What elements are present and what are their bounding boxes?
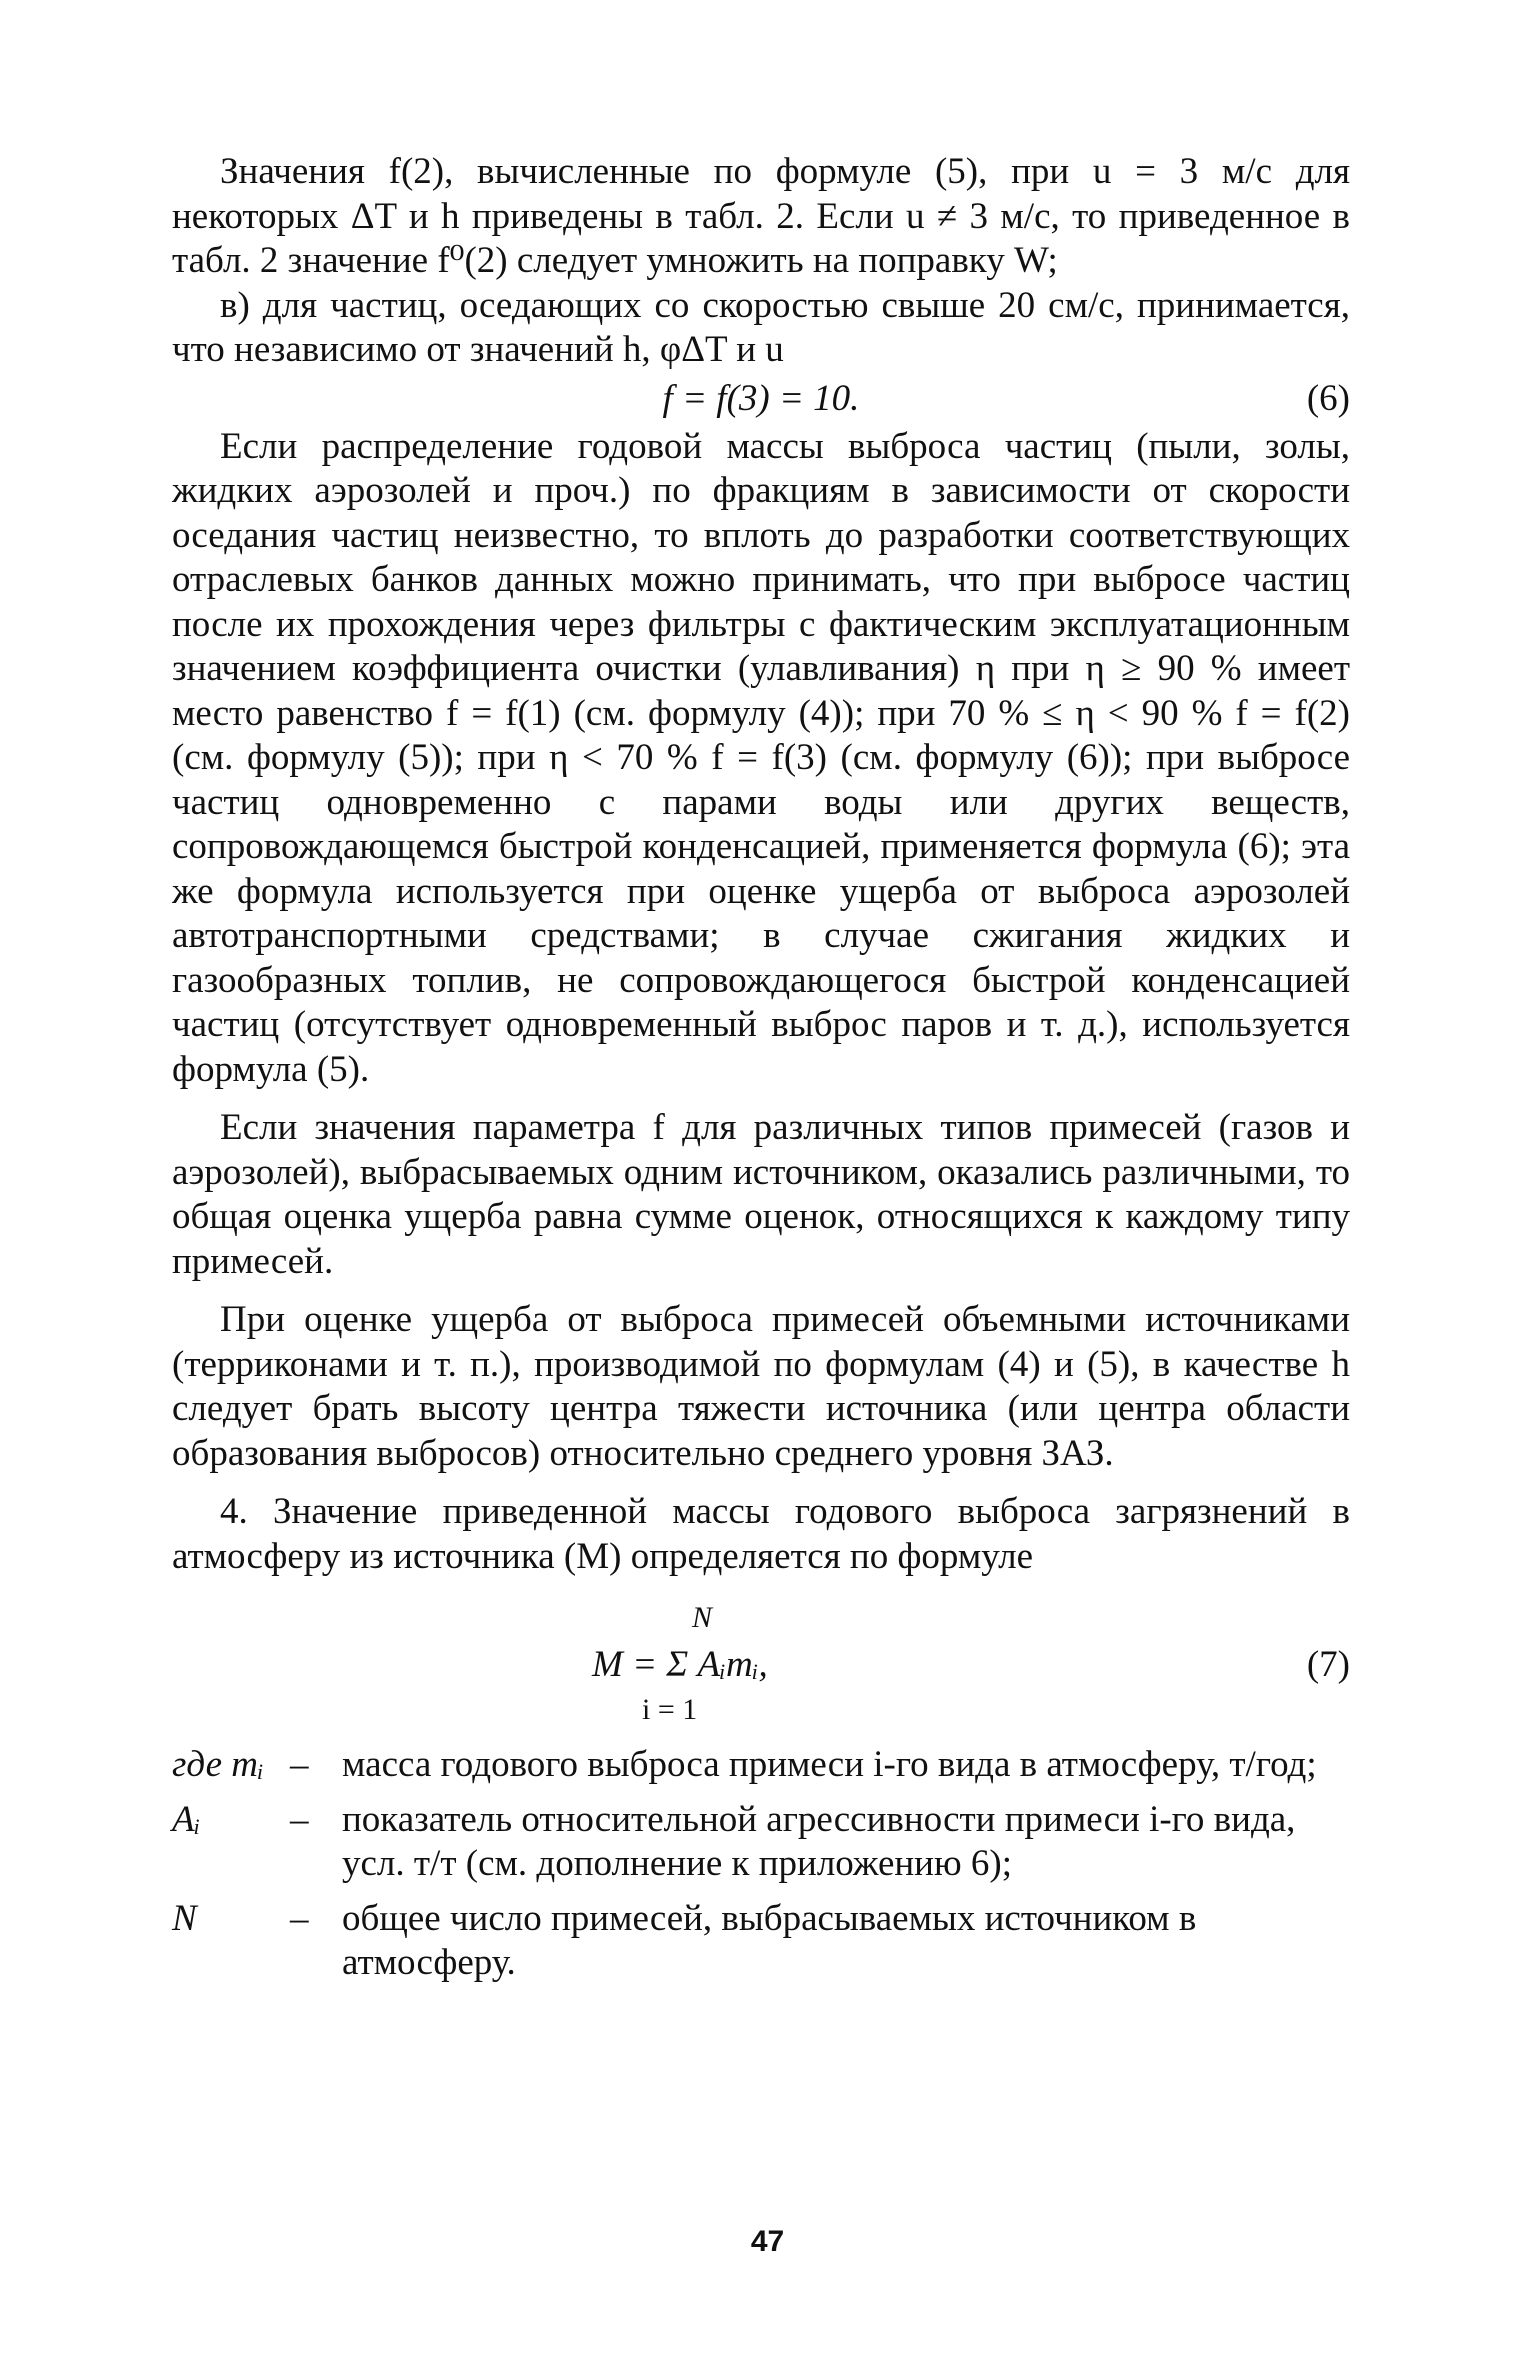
paragraph-volume-sources: При оценке ущерба от выброса примесей объемными источниками (терриконами и т. п.), производимой по формулам (4) и (5), в качестве h следует брать высоту центра тяжести источника (или центра области образования выбросов) относительно среднего уровня ЗАЗ. (172, 1299, 1350, 1474)
text-column (172, 150, 1350, 1996)
definition-text: общее число примесей, выбрасываемых источником в атмосферу. (342, 1897, 1197, 1983)
definition-symbol: Aᵢ (172, 1798, 201, 1840)
paragraph-reduced-mass: 4. Значение приведенной массы годового выброса загрязнений в атмосферу из источника (M) определяется по формуле (172, 1491, 1350, 1577)
page-number: 47 (750, 2225, 785, 2258)
definition-item (172, 1743, 1350, 1788)
definition-dash: – (290, 1798, 309, 1840)
formula-7 (172, 1601, 1350, 1727)
formula-7-number: (7) (1306, 1644, 1350, 1685)
definition-item (172, 1798, 1350, 1887)
definition-symbol: N (172, 1897, 197, 1939)
paragraph-parameter-f: Если значения параметра f для различных типов примесей (газов и аэрозолей), выбрасываемых одним источником, оказались различными, то общая оценка ущерба равна сумме оценок, относящихся к каждому типу примесей. (172, 1107, 1350, 1282)
definition-dash: – (290, 1897, 309, 1939)
formula-6-number: (6) (1306, 377, 1350, 419)
formula-7-body: M = Σ Aᵢmᵢ, (592, 1644, 768, 1685)
formula-6 (172, 375, 1350, 423)
paragraph-values-f2: Значения f(2), вычисленные по формуле (5), при u = 3 м/с для некоторых ΔT и h приведены в табл. 2. Если u ≠ 3 м/с, то приведенное в табл. 2 значение f⁰(2) следует умножить на поправку W; (172, 151, 1350, 281)
formula-7-lower-limit: i = 1 (642, 1693, 698, 1726)
definition-item (172, 1897, 1350, 1986)
definition-symbol: где mᵢ (172, 1744, 264, 1785)
definition-text: масса годового выброса примеси i-го вида в атмосферу, т/год; (342, 1744, 1317, 1785)
paragraph-distribution: Если распределение годовой массы выброса частиц (пыли, золы, жидких аэрозолей и проч.) по фракциям в зависимости от скорости оседания частиц неизвестно, то вплоть до разработки соответствующих отраслевых банков данных можно принимать, что при выбросе частиц после их прохождения через фильтры с фактическим эксплуатационным значением коэффициента очистки (улавливания) η при η ≥ 90 % имеет место равенство f = f(1) (см. формулу (4)); при 70 % ≤ η < 90 % f = f(2) (см. формулу (5)); при η < 70 % f = f(3) (см. формулу (6)); при выбросе частиц одновременно с парами воды или других веществ, сопровождающемся быстрой конденсацией, применяется формула (6); эта же формула используется при оценке ущерба от выброса аэрозолей автотранспортными средствами; в случае сжигания жидких и газообразных топлив, не сопровождающегося быстрой конденсацией частиц (отсутствует одновременный выброс паров и т. д.), используется формула (5). (172, 425, 1350, 1090)
formula-6-body: f = f(3) = 10. (662, 377, 860, 419)
definition-text: показатель относительной агрессивности примеси i-го вида, усл. т/т (см. дополнение к приложению 6); (342, 1798, 1296, 1884)
paragraph-particles-20cms: в) для частиц, оседающих со скоростью свыше 20 см/с, принимается, что независимо от значений h, φΔT и u (172, 284, 1350, 370)
formula-7-upper-limit: N (692, 1601, 713, 1634)
definitions-list (172, 1743, 1350, 1986)
definition-dash: – (290, 1744, 309, 1785)
